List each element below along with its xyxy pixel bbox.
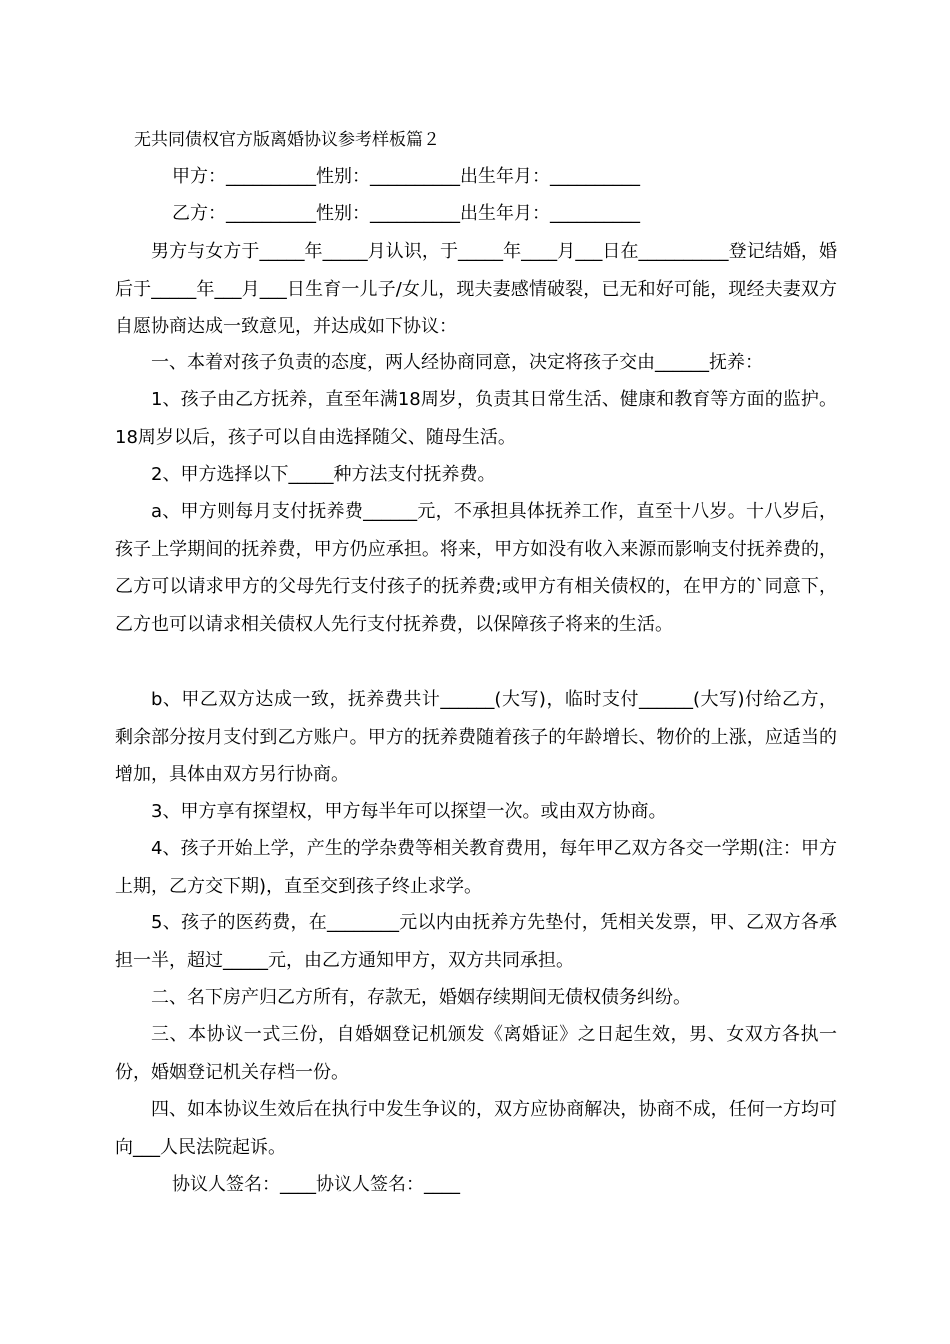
paragraph-custody: 一、本着对孩子负责的态度，两人经协商同意，决定将孩子交由______抚养：: [151, 352, 763, 373]
paragraph-item-4: 4、孩子开始上学，产生的学杂费等相关教育费用，每年甲乙双方各交一学期(注：甲方上期，乙方交下期)，直至交到孩子终止求学。: [115, 838, 837, 897]
paragraph-copies: 三、本协议一式三份，自婚姻登记机颁发《离婚证》之日起生效，男、女双方各执一份，婚姻登记机关存档一份。: [115, 1024, 837, 1083]
party-a-line: 甲方：__________性别：__________出生年月：__________: [172, 166, 640, 187]
paragraph-dispute: 四、如本协议生效后在执行中发生争议的，双方应协商解决，协商不成，任何一方均可向___人民法院起诉。: [115, 1099, 837, 1158]
document-title: 无共同债权官方版离婚协议参考样板篇２: [134, 130, 440, 150]
paragraph-intro: 男方与女方于_____年_____月认识，于_____年____月___日在__________登记结婚，婚后于_____年___月___日生育一儿子/女儿，现夫妻感情破裂，已无和好可能，现经夫妻双方自愿协商达成一致意见，并达成如下协议：: [115, 241, 837, 337]
party-b-line: 乙方：__________性别：__________出生年月：__________: [172, 203, 640, 224]
paragraph-item-b: b、甲乙双方达成一致，抚养费共计______(大写)，临时支付______(大写)付给乙方，剩余部分按月支付到乙方账户。甲方的抚养费随着孩子的年龄增长、物价的上涨，应适当的增加，具体由双方另行协商。: [115, 689, 837, 785]
paragraph-item-2: 2、甲方选择以下_____种方法支付抚养费。: [151, 464, 496, 485]
paragraph-item-5: 5、孩子的医药费，在________元以内由抚养方先垫付，凭相关发票，甲、乙双方各承担一半，超过_____元，由乙方通知甲方，双方共同承担。: [115, 912, 837, 971]
paragraph-item-a: a、甲方则每月支付抚养费______元，不承担具体抚养工作，直至十八岁。十八岁后，孩子上学期间的抚养费，甲方仍应承担。将来，甲方如没有收入来源而影响支付抚养费的，乙方可以请求甲方的父母先行支付孩子的抚养费;或甲方有相关债权的，在甲方的`同意下，乙方也可以请求相关债权人先行支付抚养费，以保障孩子将来的生活。: [115, 501, 837, 635]
signature-line: 协议人签名：____协议人签名：____: [172, 1174, 460, 1195]
paragraph-item-1: 1、孩子由乙方抚养，直至年满18周岁，负责其日常生活、健康和教育等方面的监护。18周岁以后，孩子可以自由选择随父、随母生活。: [115, 389, 837, 448]
paragraph-property: 二、名下房产归乙方所有，存款无，婚姻存续期间无债权债务纠纷。: [151, 987, 691, 1008]
paragraph-item-3: 3、甲方享有探望权，甲方每半年可以探望一次。或由双方协商。: [151, 801, 667, 822]
